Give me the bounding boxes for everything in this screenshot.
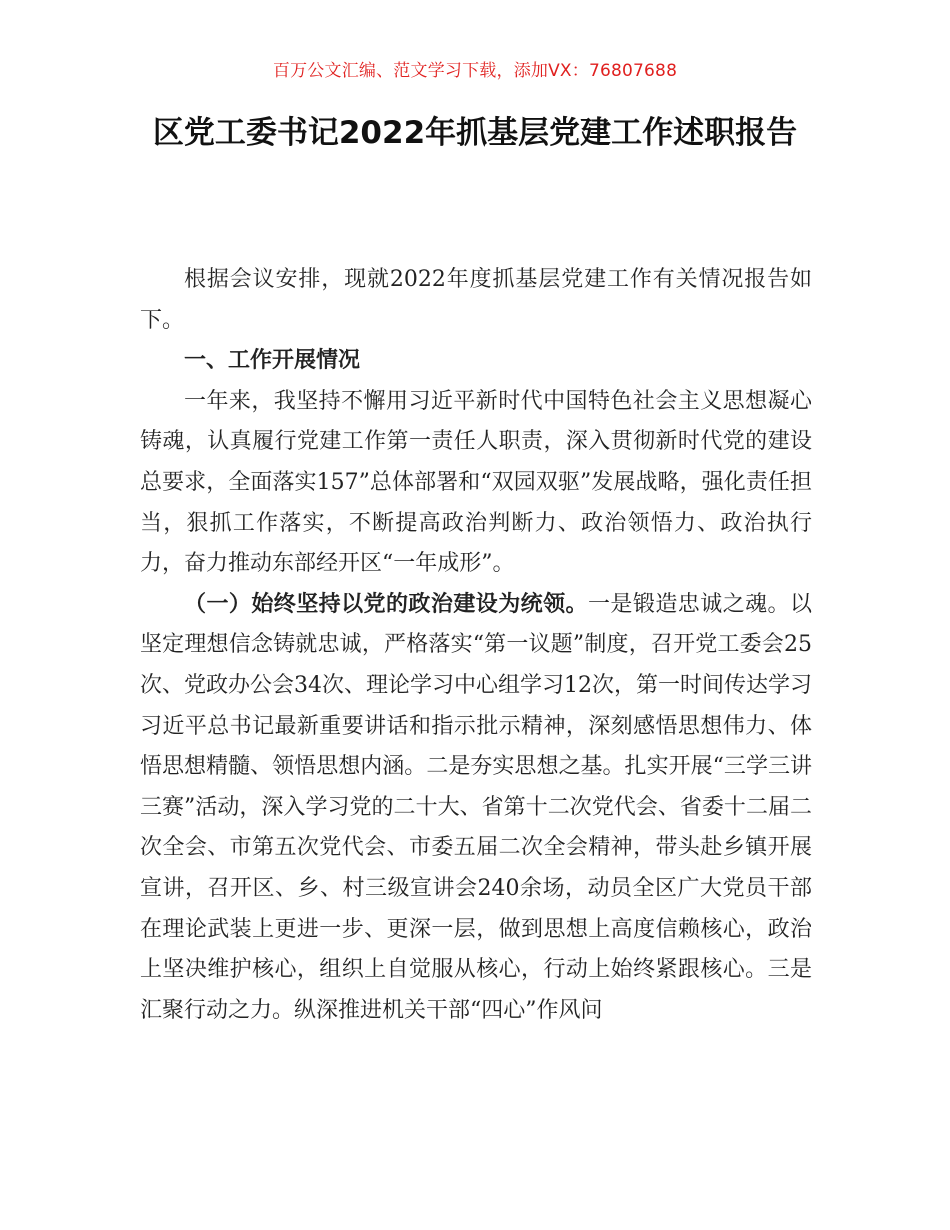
intro-paragraph: 根据会议安排，现就2022年度抓基层党建工作有关情况报告如下。 bbox=[140, 267, 812, 333]
section-heading: 一、工作开展情况 bbox=[184, 348, 361, 374]
subsection-paragraph bbox=[140, 585, 812, 1032]
section-paragraph: 一年来，我坚持不懈用习近平新时代中国特色社会主义思想凝心铸魂，认真履行党建工作第一责任人职责，深入贯彻新时代党的建设总要求，全面落实157”总体部署和“双园双驱”发展战略，强化责任担当，狠抓工作落实，不断提高政治判断力、政治领悟力、政治执行力，奋力推动东部经开区“一年成形”。 bbox=[140, 388, 812, 577]
document-body bbox=[140, 260, 812, 1031]
document-title: 区党工委书记2022年抓基层党建工作述职报告 bbox=[152, 115, 798, 151]
promo-banner: 百万公文汇编、范文学习下载，添加VX：76807688 bbox=[272, 61, 678, 81]
subsection-heading: （一）始终坚持以党的政治建设为统领。 bbox=[184, 591, 588, 617]
subsection-text: 一是锻造忠诚之魂。以坚定理想信念铸就忠诚，严格落实“第一议题”制度，召开党工委会25次、党政办公会34次、理论学习中心组学习12次，第一时间传达学习习近平总书记最新重要讲话和指示批示精神，深刻感悟思想伟力、体悟思想精髓、领悟思想内涵。二是夯实思想之基。扎实开展“三学三讲三赛”活动，深入学习党的二十大、省第十二次党代会、省委十二届二次全会、市第五次党代会、市委五届二次全会精神，带头赴乡镇开展宣讲，召开区、乡、村三级宣讲会240余场，动员全区广大党员干部在理论武装上更进一步、更深一层，做到思想上高度信赖核心，政治上坚决维护核心，组织上自觉服从核心，行动上始终紧跟核心。三是汇聚行动之力。纵深推进机关干部“四心”作风问 bbox=[140, 591, 812, 1023]
